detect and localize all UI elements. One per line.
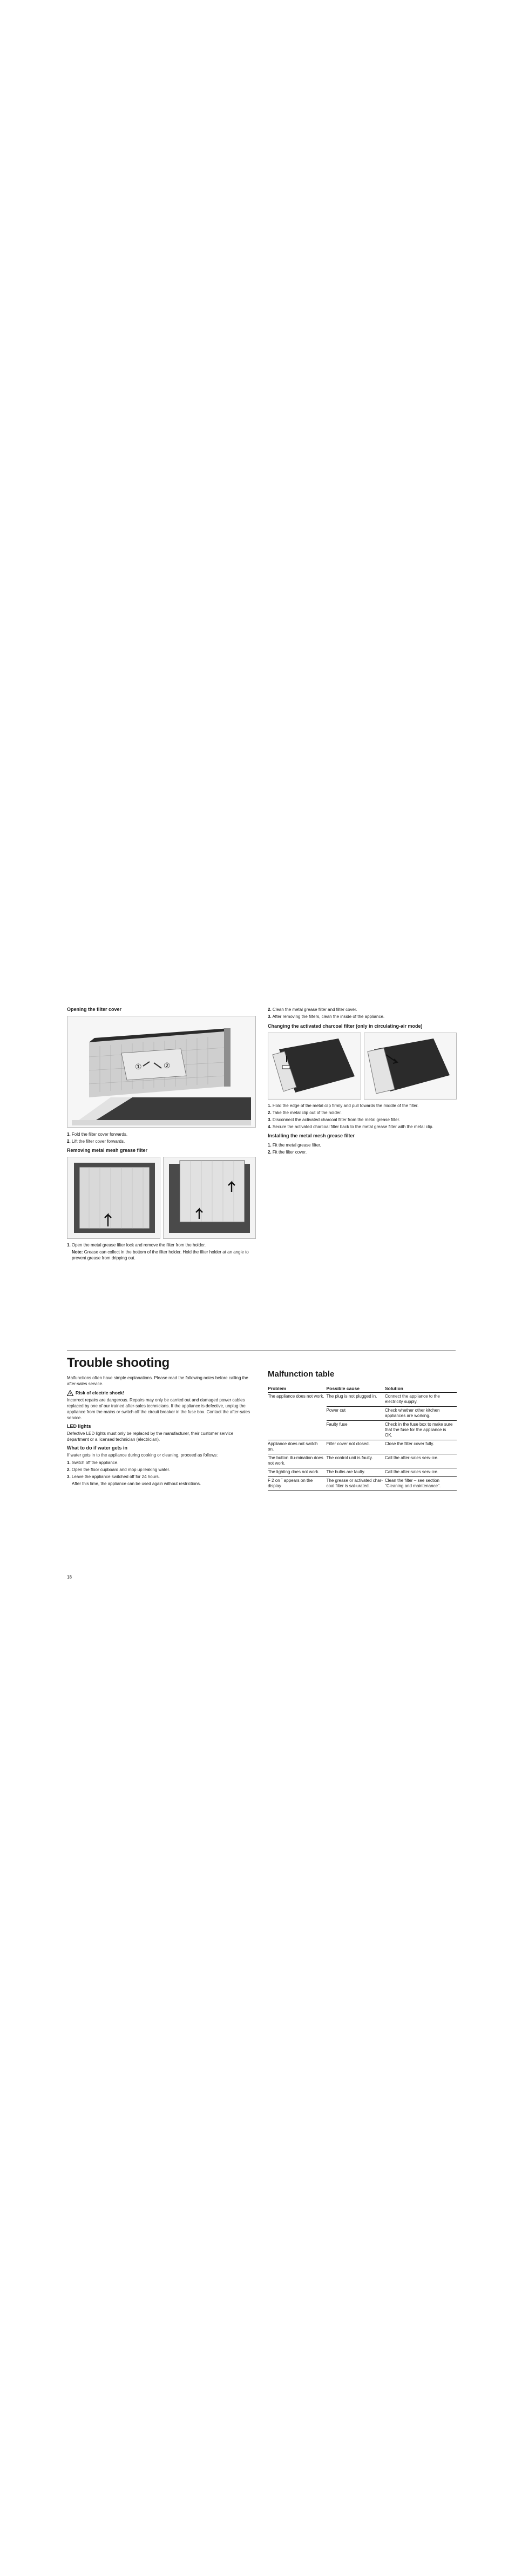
warning-icon	[67, 1390, 73, 1396]
note-box: Note: Grease can collect in the bottom of the filter holder. Hold the filter holder at an angle to prevent grease from dripping out.	[72, 1250, 249, 1260]
cell-cause: The grease or activated char-coal filter is sat-urated.	[327, 1477, 385, 1491]
cell-cause: The bulbs are faulty.	[327, 1468, 385, 1477]
grease-filter-heading: Removing metal mesh grease filter	[67, 1148, 148, 1153]
svg-text:②: ②	[164, 1061, 171, 1070]
cell-solution: Call the after-sales serv-ice.	[385, 1468, 457, 1477]
cell-cause: Faulty fuse	[327, 1421, 385, 1440]
table-row	[268, 1393, 457, 1407]
step-item: 2. Fit the filter cover.	[268, 1150, 307, 1155]
trouble-shooting-section	[67, 1356, 256, 1488]
cell-solution: Check in the fuse box to make sure that the fuse for the appliance is OK.	[385, 1421, 457, 1440]
table-row	[268, 1454, 457, 1468]
cell-cause: The plug is not plugged in.	[327, 1393, 385, 1407]
cell-solution: Connect the appliance to the electricity supply.	[385, 1393, 457, 1407]
header-problem: Problem	[268, 1385, 327, 1393]
water-text: If water gets in to the appliance during cooking or cleaning, proceed as follows:	[67, 1453, 218, 1458]
table-row	[268, 1477, 457, 1491]
cell-solution: Check whether other kitchen appliances are working.	[385, 1407, 457, 1421]
table-header-row	[268, 1385, 457, 1393]
step-item: 1. Fit the metal grease filter.	[268, 1143, 321, 1148]
table-row	[268, 1407, 457, 1421]
cell-solution: Call the after-sales serv-ice.	[385, 1454, 457, 1468]
step-item: 1. Fold the filter cover forwards.	[67, 1132, 128, 1137]
trouble-intro: Malfunctions often have simple explanations. Please read the following notes before calling the after-sales service.	[67, 1375, 248, 1386]
cell-cause: The control unit is faulty.	[327, 1454, 385, 1468]
trouble-shooting-title: Trouble shooting	[67, 1356, 170, 1370]
filter-cover-steps	[67, 1131, 256, 1144]
cell-cause: Filter cover not closed.	[327, 1440, 385, 1454]
charcoal-heading: Changing the activated charcoal filter (only in circulating-air mode)	[268, 1023, 423, 1029]
warning-heading: Risk of electric shock!	[67, 1390, 256, 1396]
filter-cover-heading: Opening the filter cover	[67, 1007, 122, 1012]
page-number: 18	[67, 1575, 72, 1580]
cell-cause: Power cut	[327, 1407, 385, 1421]
water-heading: What to do if water gets in	[67, 1445, 127, 1451]
cell-problem: Appliance does not switch on.	[268, 1440, 327, 1454]
cell-solution: Clean the filter – see section "Cleaning and maintenance".	[385, 1477, 457, 1491]
water-after-text: After this time, the appliance can be used again without restrictions.	[72, 1481, 201, 1486]
cell-solution: Close the filter cover fully.	[385, 1440, 457, 1454]
cell-problem: The appliance does not work.	[268, 1394, 324, 1399]
malfunction-title: Malfunction table	[268, 1370, 335, 1379]
filter-cover-illustration	[67, 1016, 256, 1128]
step-item: 2. Take the metal clip out of the holder.	[268, 1110, 342, 1115]
left-column	[67, 1007, 256, 1265]
grease-filter-figure-1	[67, 1157, 160, 1239]
warning-text: Incorrect repairs are dangerous. Repairs may only be carried out and damaged power cables replaced by one of our trained after-sales technicians. If the appliance is defective, unplug the appliance from the mains or switch off the circuit breaker in the fuse box. Contact the after-sales service.	[67, 1398, 250, 1420]
step-item: 3. After removing the filters, clean the inside of the appliance.	[268, 1014, 385, 1019]
installing-heading: Installing the metal mesh grease filter	[268, 1133, 355, 1138]
cell-problem	[268, 1421, 327, 1440]
grease-filter-figures	[67, 1157, 256, 1239]
led-heading: LED lights	[67, 1424, 91, 1429]
header-cause: Possible cause	[327, 1385, 385, 1393]
step-item: 1. Hold the edge of the metal clip firmly and pull towards the middle of the filter.	[268, 1103, 419, 1108]
header-solution: Solution	[385, 1385, 457, 1393]
malfunction-section	[268, 1370, 457, 1491]
hood-illustration	[67, 1016, 255, 1127]
table-row	[268, 1468, 457, 1477]
cell-problem: The button illu-mination does not work.	[268, 1454, 327, 1468]
step-item: 3. Disconnect the activated charcoal filter from the metal grease filter.	[268, 1117, 401, 1122]
right-column	[268, 1007, 457, 1156]
table-row	[268, 1440, 457, 1454]
malfunction-table	[268, 1385, 457, 1491]
step-item: 1. Open the metal grease filter lock and remove the filter from the holder.	[67, 1243, 206, 1247]
step-item: 2. Clean the metal grease filter and filter cover.	[268, 1007, 357, 1012]
table-row	[268, 1421, 457, 1440]
cell-problem	[268, 1407, 327, 1421]
step-item: 2. Lift the filter cover forwards.	[67, 1139, 125, 1144]
led-text: Defective LED lights must only be replaced by the manufacturer, their customer service department or a licensed technician (electrician).	[67, 1431, 234, 1442]
step-item: 4. Secure the activated charcoal filter back to the metal grease filter with the metal clip.	[268, 1124, 433, 1129]
svg-text:①: ①	[135, 1062, 142, 1071]
step-item: 2. Open the floor cupboard and mop up leaking water.	[67, 1467, 170, 1472]
charcoal-figure-1	[268, 1033, 361, 1100]
step-item: 1. Switch off the appliance.	[67, 1460, 119, 1465]
section-divider	[67, 1350, 456, 1351]
charcoal-figures	[268, 1033, 457, 1100]
charcoal-figure-2	[364, 1033, 457, 1100]
cell-problem: F 2 on ˘ appears on the display	[268, 1477, 327, 1491]
cell-problem: The lighting does not work.	[268, 1468, 327, 1477]
grease-filter-figure-2	[163, 1157, 256, 1239]
step-item: 3. Leave the appliance switched off for 24 hours.	[67, 1474, 160, 1479]
